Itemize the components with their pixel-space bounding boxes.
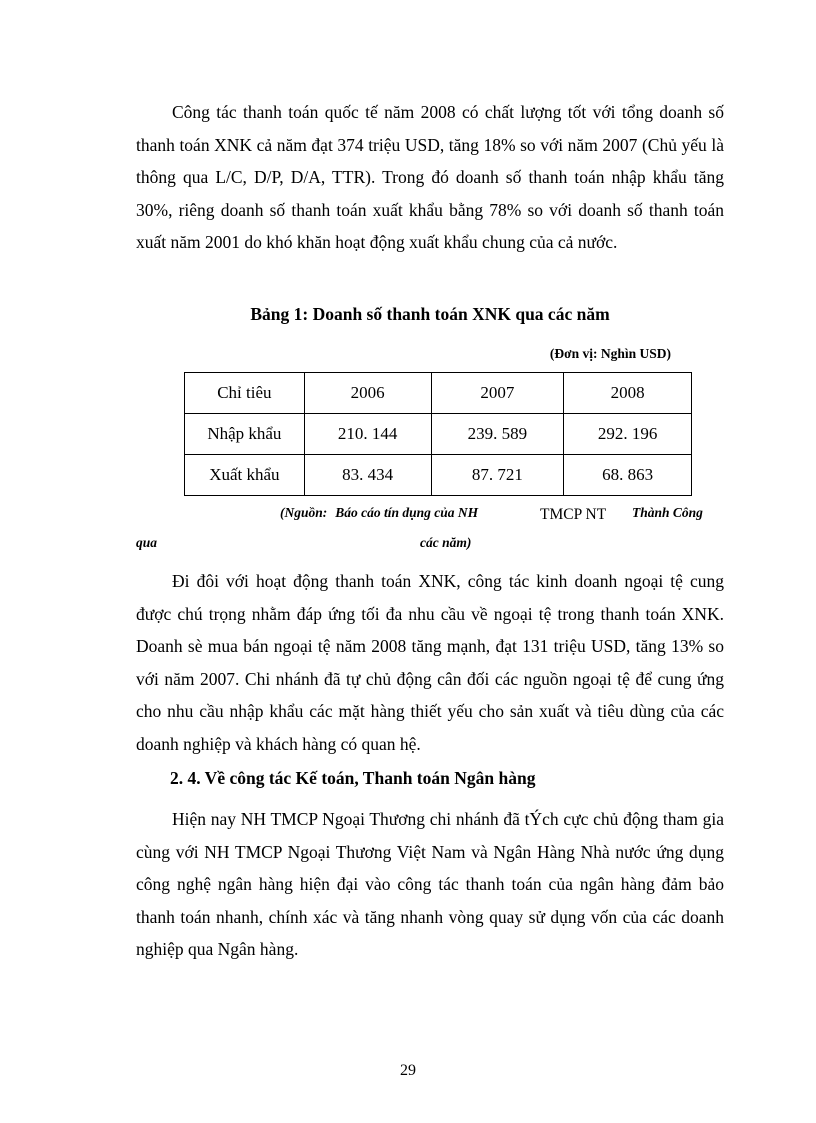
table-header-cell: 2008 bbox=[564, 373, 692, 414]
accounting-paragraph: Hiện nay NH TMCP Ngoại Thương chi nhánh đã tÝch cực chủ động tham gia cùng với NH TMCP Ngoại Thương Việt Nam và Ngân Hàng Nhà nước ứng dụng công nghệ ngân hàng hiện đại vào công tác thanh toán của ngân hàng đảm bảo thanh toán nhanh, chính xác và tăng nhanh vòng quay sử dụng vốn của các doanh nghiệp qua Ngân hàng. bbox=[136, 809, 724, 959]
source-bank: TMCP NT bbox=[540, 506, 607, 523]
source-branch: Thành Công bbox=[632, 505, 703, 520]
table-header-cell: 2007 bbox=[431, 373, 564, 414]
table-title: Bảng 1: Doanh số thanh toán XNK qua các năm bbox=[250, 304, 610, 324]
source-text: Báo cáo tín dụng của NH bbox=[335, 505, 479, 520]
table-cell: Xuất khẩu bbox=[185, 455, 305, 496]
table-cell: 210. 144 bbox=[304, 414, 431, 455]
payment-table bbox=[184, 372, 692, 496]
intro-paragraph: Công tác thanh toán quốc tế năm 2008 có chất lượng tốt với tổng doanh số thanh toán XNK cả năm đạt 374 triệu USD, tăng 18% so với năm 2007 (Chủ yếu là thông qua L/C, D/P, D/A, TTR). Trong đó doanh số thanh toán nhập khẩu tăng 30%, riêng doanh số thanh toán xuất khẩu bằng 78% so với doanh số thanh toán xuất năm 2001 do khó khăn hoạt động xuất khẩu chung của cả nước. bbox=[136, 102, 724, 252]
source-qua: qua bbox=[136, 535, 158, 550]
forex-paragraph: Đi đôi với hoạt động thanh toán XNK, công tác kinh doanh ngoại tệ cung được chú trọng nhằm đáp ứng tối đa nhu cầu về ngoại tệ trong thanh toán XNK. Doanh sè mua bán ngoại tệ năm 2008 tăng mạnh, đạt 131 triệu USD, tăng 13% so với năm 2007. Chi nhánh đã tự chủ động cân đối các nguồn ngoại tệ để cung ứng cho nhu cầu nhập khẩu các mặt hàng thiết yếu cho sản xuất và tiêu dùng của các doanh nghiệp và khách hàng có quan hệ. bbox=[136, 571, 724, 754]
table-header-cell: 2006 bbox=[304, 373, 431, 414]
table-row bbox=[185, 414, 692, 455]
table-row bbox=[185, 455, 692, 496]
table-header-cell: Chỉ tiêu bbox=[185, 373, 305, 414]
table-cell: 83. 434 bbox=[304, 455, 431, 496]
table-cell: 292. 196 bbox=[564, 414, 692, 455]
table-source bbox=[280, 505, 478, 521]
table-unit: (Đơn vị: Nghìn USD) bbox=[549, 346, 671, 361]
table-cell: 87. 721 bbox=[431, 455, 564, 496]
source-label: (Nguồn: bbox=[280, 505, 328, 520]
table-cell: 68. 863 bbox=[564, 455, 692, 496]
source-years: các năm) bbox=[420, 535, 472, 550]
table-header-row bbox=[185, 373, 692, 414]
table-cell: Nhập khẩu bbox=[185, 414, 305, 455]
table-cell: 239. 589 bbox=[431, 414, 564, 455]
section-heading: 2. 4. Về công tác Kế toán, Thanh toán Ngân hàng bbox=[170, 768, 536, 788]
page-number: 29 bbox=[400, 1062, 416, 1079]
